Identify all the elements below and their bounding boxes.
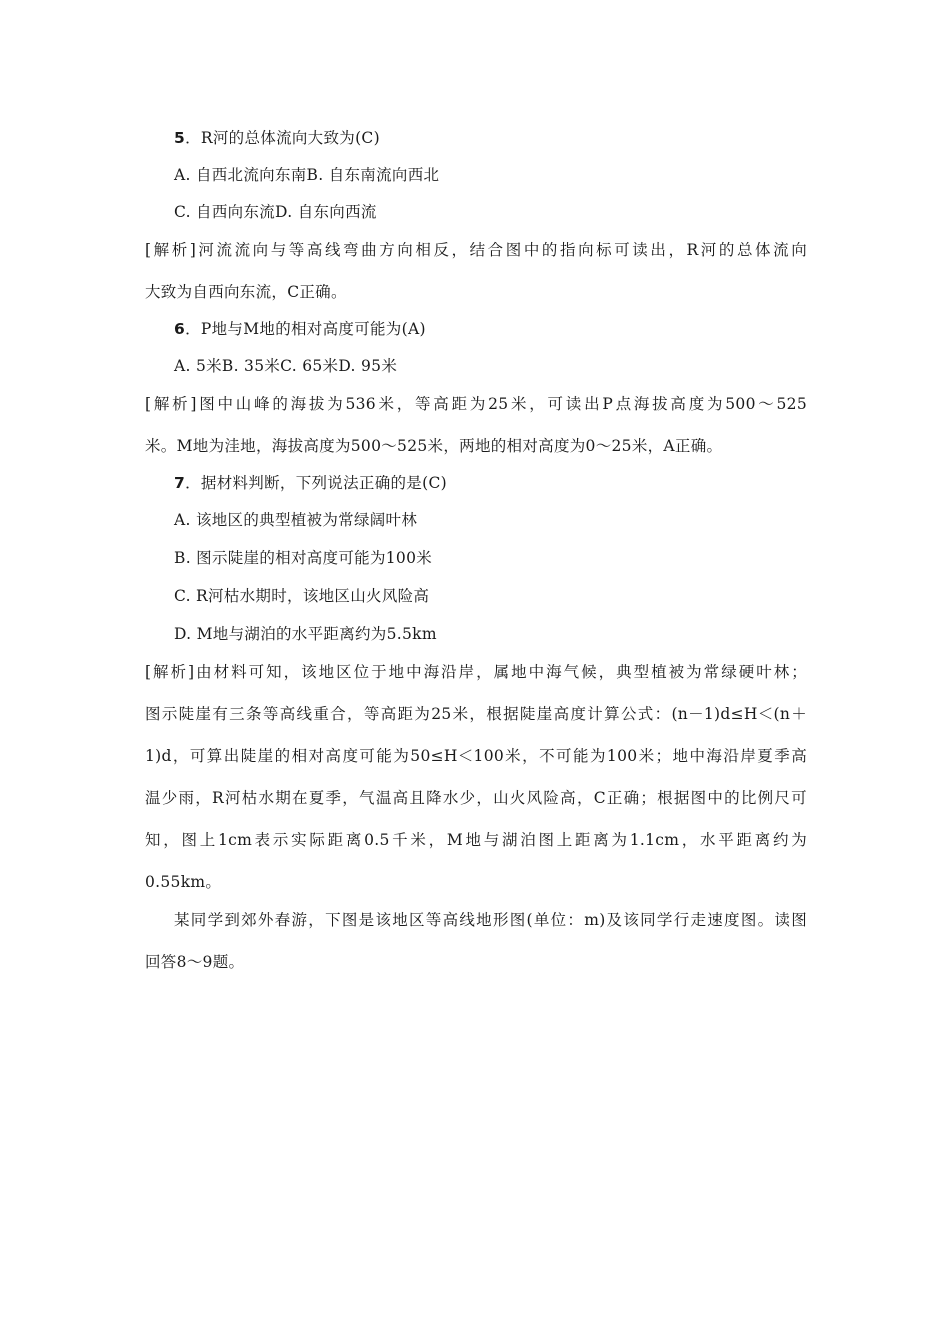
q7-analysis-line4: 温少雨，R河枯水期在夏季，气温高且降水少，山火风险高，C正确；根据图中的比例尺可 <box>145 789 807 807</box>
q7-option-b: B. 图示陡崖的相对高度可能为100米 <box>174 549 433 567</box>
q7-number: 7 <box>174 474 186 492</box>
q7-analysis-line2: 图示陡崖有三条等高线重合，等高距为25米，根据陡崖高度计算公式：(n－1)d≤H＜(n＋ <box>145 705 807 723</box>
q5-number: 5 <box>174 129 186 147</box>
q6-number: 6 <box>174 320 186 338</box>
q5-stem: 5．R河的总体流向大致为(C) <box>174 129 380 147</box>
q5-stem-text: R河的总体流向大致为(C) <box>200 129 380 147</box>
q6-stem-text: P地与M地的相对高度可能为(A) <box>200 320 426 338</box>
q7-option-a: A. 该地区的典型植被为常绿阔叶林 <box>174 511 418 529</box>
q6-options-line1: A. 5米B. 35米C. 65米D. 95米 <box>174 357 398 375</box>
q7-analysis-line5: 知，图上1cm表示实际距离0.5千米，M地与湖泊图上距离为1.1cm，水平距离约为 <box>145 831 807 849</box>
q7-analysis-line1: [解析]由材料可知，该地区位于地中海沿岸，属地中海气候，典型植被为常绿硬叶林； <box>145 663 807 681</box>
intro-line1: 某同学到郊外春游，下图是该地区等高线地形图(单位：m)及该同学行走速度图。读图 <box>174 911 807 929</box>
q7-stem-text: 据材料判断，下列说法正确的是(C) <box>200 474 447 492</box>
intro-line2: 回答8～9题。 <box>145 953 245 971</box>
q7-option-d: D. M地与湖泊的水平距离约为5.5km <box>174 625 437 643</box>
q7-analysis-line6: 0.55km。 <box>145 873 222 891</box>
q5-options-line1: A. 自西北流向东南B. 自东南流向西北 <box>174 166 440 184</box>
q5-analysis-line2: 大致为自西向东流，C正确。 <box>145 283 347 301</box>
q6-analysis-line1: [解析]图中山峰的海拔为536米，等高距为25米，可读出P点海拔高度为500～525 <box>145 395 807 413</box>
q5-options-line2: C. 自西向东流D. 自东向西流 <box>174 203 377 221</box>
q6-stem: 6．P地与M地的相对高度可能为(A) <box>174 320 426 338</box>
q7-stem: 7．据材料判断，下列说法正确的是(C) <box>174 474 447 492</box>
q7-option-c: C. R河枯水期时，该地区山火风险高 <box>174 587 430 605</box>
q5-analysis-line1: [解析]河流流向与等高线弯曲方向相反，结合图中的指向标可读出，R河的总体流向 <box>145 241 807 259</box>
q6-analysis-line2: 米。M地为洼地，海拔高度为500～525米，两地的相对高度为0～25米，A正确。 <box>145 437 723 455</box>
q7-analysis-line3: 1)d，可算出陡崖的相对高度可能为50≤H＜100米，不可能为100米；地中海沿岸夏季高 <box>145 747 807 765</box>
